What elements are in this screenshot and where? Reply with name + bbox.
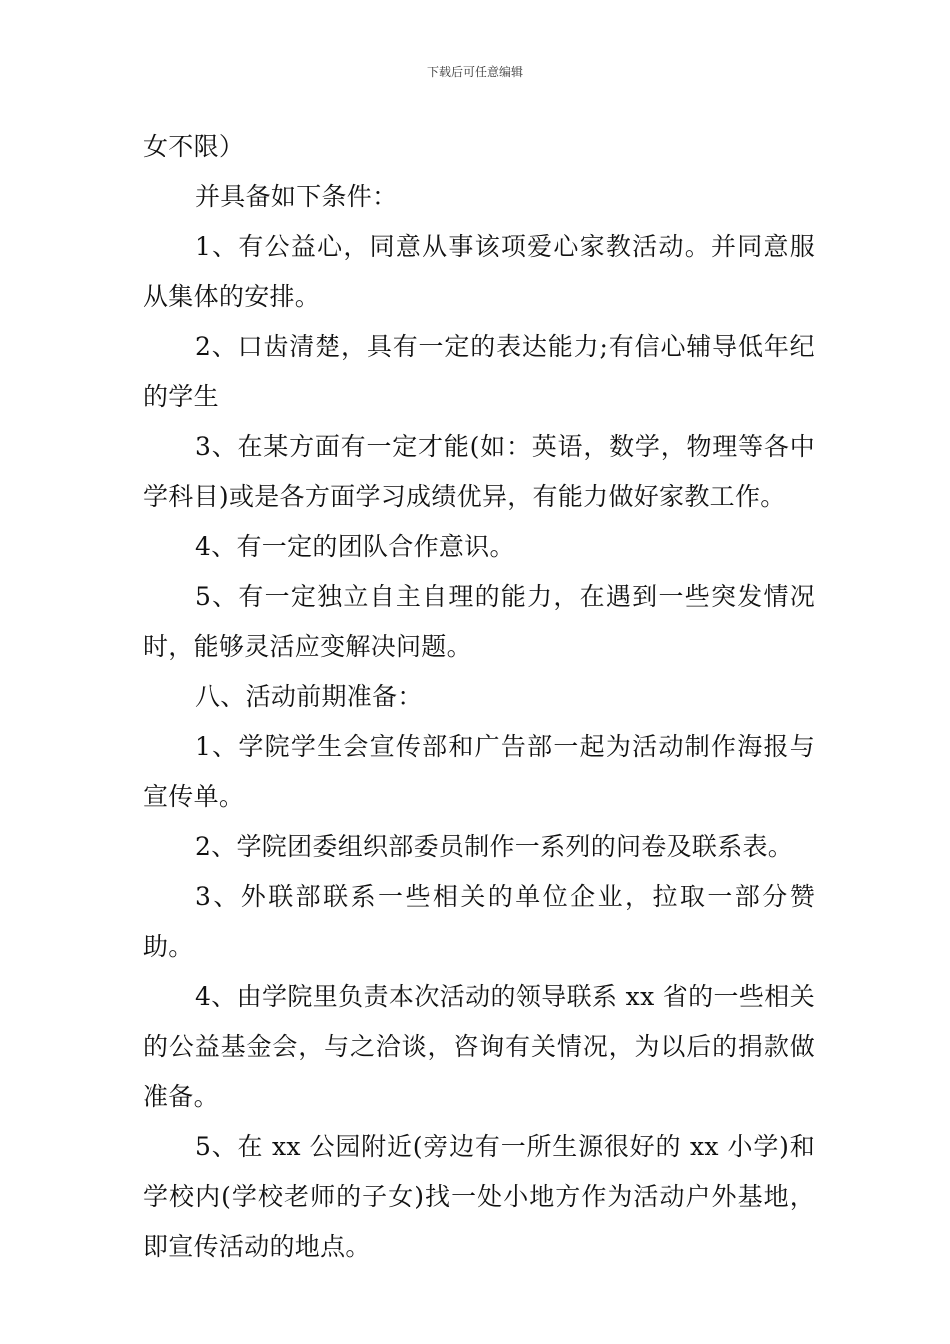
paragraph-preparation-2: 2、学院团委组织部委员制作一系列的问卷及联系表。 xyxy=(195,832,794,861)
paragraph-preparation-4: 4、由学院里负责本次活动的领导联系 xx 省的一些相关的公益基金会，与之洽谈，咨询有关情况，为以后的捐款做准备。 xyxy=(143,982,815,1111)
document-body xyxy=(143,122,815,1272)
page-header-note: 下载后可任意编辑 xyxy=(426,65,523,79)
paragraph-condition-5: 5、有一定独立自主自理的能力，在遇到一些突发情况时，能够灵活应变解决问题。 xyxy=(143,582,815,661)
paragraph-preparation-3: 3、外联部联系一些相关的单位企业，拉取一部分赞助。 xyxy=(143,882,815,961)
paragraph-preparation-5: 5、在 xx 公园附近(旁边有一所生源很好的 xx 小学)和学校内(学校老师的子女)找一处小地方作为活动户外基地，即宣传活动的地点。 xyxy=(143,1132,815,1261)
paragraph-condition-1: 1、有公益心，同意从事该项爱心家教活动。并同意服从集体的安排。 xyxy=(143,232,815,311)
paragraph-continuation: 女不限） xyxy=(143,132,245,161)
paragraph-conditions-intro: 并具备如下条件： xyxy=(195,182,398,211)
paragraph-condition-3: 3、在某方面有一定才能(如：英语，数学，物理等各中学科目)或是各方面学习成绩优异，有能力做好家教工作。 xyxy=(143,432,815,511)
paragraph-preparation-1: 1、学院学生会宣传部和广告部一起为活动制作海报与宣传单。 xyxy=(143,732,815,811)
paragraph-condition-2: 2、口齿清楚，具有一定的表达能力;有信心辅导低年纪的学生 xyxy=(143,332,815,411)
paragraph-condition-4: 4、有一定的团队合作意识。 xyxy=(195,532,515,561)
section-heading-preparation: 八、活动前期准备： xyxy=(195,682,423,711)
